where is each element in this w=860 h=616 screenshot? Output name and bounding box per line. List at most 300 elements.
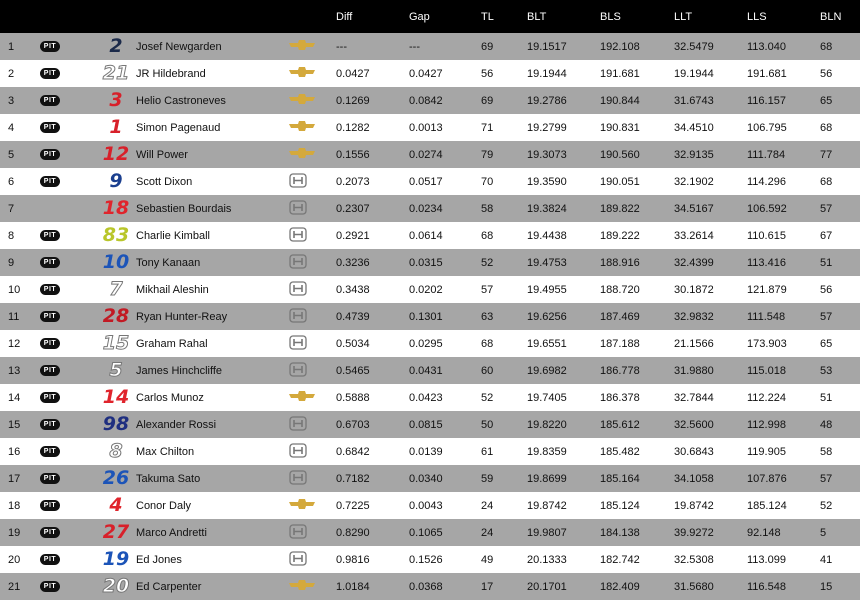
engine-cell <box>289 249 336 276</box>
best-lap-number-cell: 57 <box>820 472 833 485</box>
best-lap-time-cell: 19.2799 <box>527 121 567 134</box>
car-number-logo: 20 <box>102 575 130 597</box>
last-lap-speed-cell: 116.157 <box>747 94 786 107</box>
last-lap-time-cell: 19.8742 <box>674 499 714 512</box>
car-number-logo: 28 <box>102 305 130 327</box>
pit-cell <box>40 546 95 573</box>
diff-cell: 0.6842 <box>336 445 370 458</box>
last-lap-speed-cell: 113.099 <box>747 553 786 566</box>
best-lap-number-cell: 57 <box>820 310 833 323</box>
last-lap-time-cell: 39.9272 <box>674 526 714 539</box>
total-laps-cell: 60 <box>481 364 494 377</box>
honda-logo-icon <box>289 416 307 434</box>
total-laps-cell: 59 <box>481 472 494 485</box>
car-number-cell <box>95 303 136 330</box>
car-number-logo: 9 <box>109 170 123 192</box>
diff-cell: 0.6703 <box>336 418 370 431</box>
gap-cell: 0.0431 <box>409 364 443 377</box>
last-lap-time-cell: 31.5680 <box>674 580 714 593</box>
pit-badge-icon: PIT <box>40 338 60 349</box>
gap-cell: 0.0517 <box>409 175 443 188</box>
gap-cell: 0.0614 <box>409 229 443 242</box>
position-cell: 3 <box>8 94 15 107</box>
car-number-cell <box>95 87 136 114</box>
last-lap-speed-cell: 113.040 <box>747 40 786 53</box>
last-lap-speed-cell: 115.018 <box>747 364 786 377</box>
header-llt: LLT <box>674 10 693 23</box>
best-lap-number-cell: 15 <box>820 580 833 593</box>
last-lap-time-cell: 30.1872 <box>674 283 714 296</box>
gap-cell: 0.0315 <box>409 256 443 269</box>
honda-logo-icon <box>289 200 307 218</box>
pit-badge-icon: PIT <box>40 95 60 106</box>
chevrolet-logo-icon <box>289 40 315 53</box>
pit-badge-icon: PIT <box>40 500 60 511</box>
best-lap-speed-cell: 192.108 <box>600 40 640 53</box>
last-lap-time-cell: 32.9135 <box>674 148 714 161</box>
diff-cell: 0.2921 <box>336 229 370 242</box>
diff-cell: 0.2307 <box>336 202 370 215</box>
table-row[interactable] <box>0 411 860 438</box>
total-laps-cell: 24 <box>481 499 494 512</box>
best-lap-time-cell: 19.8220 <box>527 418 567 431</box>
honda-logo-icon <box>289 551 307 569</box>
best-lap-number-cell: 5 <box>820 526 827 539</box>
car-number-logo: 8 <box>109 440 123 462</box>
driver-name: Josef Newgarden <box>136 40 222 53</box>
position-cell: 20 <box>8 553 21 566</box>
car-number-cell <box>95 573 136 600</box>
best-lap-number-cell: 65 <box>820 337 833 350</box>
best-lap-time-cell: 19.6982 <box>527 364 567 377</box>
diff-cell: 0.1269 <box>336 94 370 107</box>
gap-cell: 0.0423 <box>409 391 443 404</box>
best-lap-time-cell: 19.6256 <box>527 310 567 323</box>
pit-badge-icon: PIT <box>40 446 60 457</box>
total-laps-cell: 70 <box>481 175 494 188</box>
total-laps-cell: 24 <box>481 526 494 539</box>
position-cell: 13 <box>8 364 21 377</box>
last-lap-speed-cell: 185.124 <box>747 499 787 512</box>
best-lap-time-cell: 19.9807 <box>527 526 567 539</box>
pit-cell <box>40 384 95 411</box>
table-row[interactable] <box>0 141 860 168</box>
pit-cell <box>40 411 95 438</box>
diff-cell: 1.0184 <box>336 580 370 593</box>
best-lap-number-cell: 67 <box>820 229 833 242</box>
pit-badge-icon: PIT <box>40 176 60 187</box>
table-row[interactable] <box>0 195 860 222</box>
engine-cell <box>289 222 336 249</box>
position-cell: 10 <box>8 283 21 296</box>
header-car <box>95 0 136 33</box>
pit-cell <box>40 465 95 492</box>
best-lap-time-cell: 19.1517 <box>527 40 567 53</box>
best-lap-time-cell: 19.3590 <box>527 175 567 188</box>
total-laps-cell: 52 <box>481 256 494 269</box>
car-number-cell <box>95 357 136 384</box>
best-lap-time-cell: 20.1701 <box>527 580 567 593</box>
pit-cell <box>40 195 95 222</box>
table-row[interactable] <box>0 573 860 600</box>
pit-cell <box>40 276 95 303</box>
position-cell: 16 <box>8 445 21 458</box>
table-row[interactable] <box>0 519 860 546</box>
driver-name: Helio Castroneves <box>136 94 226 107</box>
car-number-cell <box>95 114 136 141</box>
chevrolet-logo-icon <box>289 94 315 107</box>
pit-cell <box>40 168 95 195</box>
table-row[interactable] <box>0 357 860 384</box>
best-lap-number-cell: 53 <box>820 364 833 377</box>
gap-cell: 0.0043 <box>409 499 443 512</box>
honda-logo-icon <box>289 308 307 326</box>
pit-badge-icon: PIT <box>40 311 60 322</box>
best-lap-time-cell: 19.4955 <box>527 283 567 296</box>
total-laps-cell: 69 <box>481 40 494 53</box>
total-laps-cell: 68 <box>481 337 494 350</box>
pit-badge-icon: PIT <box>40 41 60 52</box>
driver-name: Charlie Kimball <box>136 229 210 242</box>
last-lap-speed-cell: 173.903 <box>747 337 787 350</box>
car-number-logo: 12 <box>102 143 130 165</box>
car-number-cell <box>95 546 136 573</box>
car-number-cell <box>95 60 136 87</box>
best-lap-speed-cell: 190.051 <box>600 175 640 188</box>
best-lap-time-cell: 19.1944 <box>527 67 567 80</box>
best-lap-time-cell: 19.4438 <box>527 229 567 242</box>
gap-cell: 0.0295 <box>409 337 443 350</box>
last-lap-time-cell: 19.1944 <box>674 67 714 80</box>
car-number-logo: 83 <box>102 224 130 246</box>
pit-badge-icon: PIT <box>40 122 60 133</box>
last-lap-time-cell: 32.7844 <box>674 391 714 404</box>
engine-cell <box>289 87 336 114</box>
best-lap-speed-cell: 190.560 <box>600 148 640 161</box>
pit-badge-icon: PIT <box>40 365 60 376</box>
best-lap-number-cell: 77 <box>820 148 833 161</box>
car-number-cell <box>95 438 136 465</box>
gap-cell: 0.0234 <box>409 202 443 215</box>
total-laps-cell: 58 <box>481 202 494 215</box>
honda-logo-icon <box>289 470 307 488</box>
engine-cell <box>289 33 336 60</box>
best-lap-number-cell: 48 <box>820 418 833 431</box>
best-lap-speed-cell: 185.482 <box>600 445 640 458</box>
best-lap-time-cell: 19.2786 <box>527 94 567 107</box>
engine-cell <box>289 357 336 384</box>
honda-logo-icon <box>289 254 307 272</box>
header-bls: BLS <box>600 10 621 23</box>
car-number-logo: 2 <box>109 35 123 57</box>
engine-cell <box>289 492 336 519</box>
car-number-cell <box>95 519 136 546</box>
pit-cell <box>40 303 95 330</box>
best-lap-time-cell: 20.1333 <box>527 553 567 566</box>
best-lap-speed-cell: 188.916 <box>600 256 640 269</box>
gap-cell: 0.0013 <box>409 121 443 134</box>
diff-cell: 0.5034 <box>336 337 370 350</box>
table-row[interactable] <box>0 303 860 330</box>
chevrolet-logo-icon <box>289 391 315 404</box>
pit-cell <box>40 519 95 546</box>
gap-cell: 0.0274 <box>409 148 443 161</box>
car-number-logo: 14 <box>102 386 130 408</box>
car-number-cell <box>95 33 136 60</box>
pit-badge-icon: PIT <box>40 554 60 565</box>
last-lap-time-cell: 31.9880 <box>674 364 714 377</box>
engine-cell <box>289 303 336 330</box>
chevrolet-logo-icon <box>289 67 315 80</box>
pit-badge-icon: PIT <box>40 149 60 160</box>
driver-name: Max Chilton <box>136 445 195 458</box>
driver-name: Tony Kanaan <box>136 256 201 269</box>
car-number-logo: 10 <box>102 251 130 273</box>
car-number-logo: 7 <box>109 278 123 300</box>
engine-cell <box>289 546 336 573</box>
best-lap-time-cell: 19.8359 <box>527 445 567 458</box>
last-lap-speed-cell: 111.548 <box>747 310 786 323</box>
last-lap-time-cell: 32.5600 <box>674 418 714 431</box>
engine-cell <box>289 573 336 600</box>
last-lap-time-cell: 34.1058 <box>674 472 714 485</box>
diff-cell: 0.3438 <box>336 283 370 296</box>
last-lap-speed-cell: 116.548 <box>747 580 786 593</box>
diff-cell: 0.5888 <box>336 391 370 404</box>
best-lap-time-cell: 19.7405 <box>527 391 567 404</box>
table-row[interactable] <box>0 330 860 357</box>
chevrolet-logo-icon <box>289 148 315 161</box>
table-row[interactable] <box>0 249 860 276</box>
header-row <box>0 0 860 33</box>
table-row[interactable] <box>0 168 860 195</box>
driver-name: Takuma Sato <box>136 472 201 485</box>
position-cell: 17 <box>8 472 21 485</box>
engine-cell <box>289 60 336 87</box>
table-row[interactable] <box>0 492 860 519</box>
last-lap-speed-cell: 113.416 <box>747 256 786 269</box>
honda-logo-icon <box>289 227 307 245</box>
gap-cell: 0.0842 <box>409 94 443 107</box>
last-lap-time-cell: 32.9832 <box>674 310 714 323</box>
diff-cell: 0.5465 <box>336 364 370 377</box>
position-cell: 21 <box>8 580 21 593</box>
engine-cell <box>289 519 336 546</box>
pit-badge-icon: PIT <box>40 230 60 241</box>
best-lap-speed-cell: 185.124 <box>600 499 640 512</box>
total-laps-cell: 49 <box>481 553 494 566</box>
diff-cell: 0.8290 <box>336 526 370 539</box>
car-number-cell <box>95 141 136 168</box>
car-number-cell <box>95 222 136 249</box>
best-lap-speed-cell: 185.612 <box>600 418 640 431</box>
table-row[interactable] <box>0 222 860 249</box>
best-lap-speed-cell: 186.378 <box>600 391 640 404</box>
honda-logo-icon <box>289 443 307 461</box>
last-lap-speed-cell: 119.905 <box>747 445 786 458</box>
driver-name: Marco Andretti <box>136 526 207 539</box>
total-laps-cell: 57 <box>481 283 494 296</box>
pit-badge-icon: PIT <box>40 68 60 79</box>
best-lap-time-cell: 19.8742 <box>527 499 567 512</box>
last-lap-time-cell: 32.5308 <box>674 553 714 566</box>
diff-cell: 0.4739 <box>336 310 370 323</box>
car-number-cell <box>95 249 136 276</box>
best-lap-number-cell: 58 <box>820 445 833 458</box>
best-lap-number-cell: 56 <box>820 283 833 296</box>
table-row[interactable] <box>0 276 860 303</box>
table-row[interactable] <box>0 87 860 114</box>
best-lap-number-cell: 51 <box>820 391 833 404</box>
driver-name: JR Hildebrand <box>136 67 206 80</box>
header-pit <box>40 0 95 33</box>
diff-cell: 0.0427 <box>336 67 370 80</box>
table-row[interactable] <box>0 33 860 60</box>
car-number-logo: 15 <box>102 332 130 354</box>
car-number-logo: 5 <box>109 359 123 381</box>
best-lap-speed-cell: 185.164 <box>600 472 640 485</box>
driver-name: Ryan Hunter-Reay <box>136 310 228 323</box>
pit-cell <box>40 492 95 519</box>
driver-name: Sebastien Bourdais <box>136 202 232 215</box>
table-row[interactable] <box>0 384 860 411</box>
best-lap-number-cell: 68 <box>820 121 833 134</box>
position-cell: 1 <box>8 40 15 53</box>
last-lap-time-cell: 34.5167 <box>674 202 714 215</box>
table-row[interactable] <box>0 546 860 573</box>
car-number-cell <box>95 384 136 411</box>
car-number-logo: 4 <box>109 494 123 516</box>
last-lap-time-cell: 34.4510 <box>674 121 714 134</box>
pit-badge-icon: PIT <box>40 284 60 295</box>
car-number-logo: 26 <box>102 467 130 489</box>
header-engine <box>289 0 336 33</box>
engine-cell <box>289 330 336 357</box>
car-number-cell <box>95 195 136 222</box>
engine-cell <box>289 276 336 303</box>
position-cell: 2 <box>8 67 15 80</box>
total-laps-cell: 50 <box>481 418 494 431</box>
best-lap-number-cell: 52 <box>820 499 833 512</box>
last-lap-time-cell: 33.2614 <box>674 229 714 242</box>
engine-cell <box>289 114 336 141</box>
pit-cell <box>40 249 95 276</box>
header-bln: BLN <box>820 10 842 23</box>
gap-cell: 0.1301 <box>409 310 443 323</box>
engine-cell <box>289 384 336 411</box>
header-blt: BLT <box>527 10 547 23</box>
best-lap-speed-cell: 186.778 <box>600 364 640 377</box>
position-cell: 8 <box>8 229 15 242</box>
diff-cell: 0.7225 <box>336 499 370 512</box>
driver-name: Mikhail Aleshin <box>136 283 209 296</box>
engine-cell <box>289 168 336 195</box>
car-number-logo: 1 <box>109 116 123 138</box>
driver-name: James Hinchcliffe <box>136 364 222 377</box>
total-laps-cell: 61 <box>481 445 494 458</box>
last-lap-speed-cell: 110.615 <box>747 229 786 242</box>
pit-cell <box>40 33 95 60</box>
gap-cell: 0.0368 <box>409 580 443 593</box>
position-cell: 6 <box>8 175 15 188</box>
table-row[interactable] <box>0 438 860 465</box>
best-lap-speed-cell: 189.822 <box>600 202 640 215</box>
honda-logo-icon <box>289 335 307 353</box>
diff-cell: 0.3236 <box>336 256 370 269</box>
last-lap-time-cell: 31.6743 <box>674 94 714 107</box>
best-lap-speed-cell: 191.681 <box>600 67 640 80</box>
total-laps-cell: 17 <box>481 580 494 593</box>
table-row[interactable] <box>0 465 860 492</box>
gap-cell: 0.0427 <box>409 67 443 80</box>
diff-cell: 0.1282 <box>336 121 370 134</box>
last-lap-speed-cell: 112.998 <box>747 418 786 431</box>
best-lap-speed-cell: 190.844 <box>600 94 640 107</box>
diff-cell: --- <box>336 40 347 53</box>
last-lap-time-cell: 32.4399 <box>674 256 714 269</box>
best-lap-speed-cell: 184.138 <box>600 526 640 539</box>
best-lap-time-cell: 19.3824 <box>527 202 567 215</box>
pit-cell <box>40 357 95 384</box>
pit-badge-icon: PIT <box>40 473 60 484</box>
last-lap-speed-cell: 106.795 <box>747 121 787 134</box>
car-number-logo: 3 <box>109 89 123 111</box>
total-laps-cell: 56 <box>481 67 494 80</box>
gap-cell: 0.0139 <box>409 445 443 458</box>
best-lap-number-cell: 56 <box>820 67 833 80</box>
position-cell: 11 <box>8 310 20 323</box>
diff-cell: 0.2073 <box>336 175 370 188</box>
car-number-cell <box>95 330 136 357</box>
car-number-cell <box>95 168 136 195</box>
table-row[interactable] <box>0 60 860 87</box>
header-diff: Diff <box>336 10 353 23</box>
last-lap-speed-cell: 191.681 <box>747 67 787 80</box>
total-laps-cell: 63 <box>481 310 494 323</box>
total-laps-cell: 52 <box>481 391 494 404</box>
last-lap-time-cell: 30.6843 <box>674 445 714 458</box>
pit-badge-icon: PIT <box>40 419 60 430</box>
driver-name: Scott Dixon <box>136 175 193 188</box>
honda-logo-icon <box>289 362 307 380</box>
honda-logo-icon <box>289 524 307 542</box>
last-lap-speed-cell: 107.876 <box>747 472 787 485</box>
header-lls: LLS <box>747 10 767 23</box>
car-number-cell <box>95 465 136 492</box>
pit-cell <box>40 60 95 87</box>
pit-cell <box>40 438 95 465</box>
chevrolet-logo-icon <box>289 121 315 134</box>
table-row[interactable] <box>0 114 860 141</box>
best-lap-number-cell: 51 <box>820 256 833 269</box>
gap-cell: 0.1526 <box>409 553 443 566</box>
total-laps-cell: 71 <box>481 121 494 134</box>
driver-name: Alexander Rossi <box>136 418 217 431</box>
best-lap-speed-cell: 187.469 <box>600 310 640 323</box>
total-laps-cell: 69 <box>481 94 494 107</box>
position-cell: 7 <box>8 202 15 215</box>
header-gap: Gap <box>409 10 430 23</box>
engine-cell <box>289 195 336 222</box>
engine-cell <box>289 411 336 438</box>
best-lap-time-cell: 19.8699 <box>527 472 567 485</box>
position-cell: 12 <box>8 337 21 350</box>
pit-badge-icon: PIT <box>40 392 60 403</box>
chevrolet-logo-icon <box>289 580 315 593</box>
gap-cell: 0.1065 <box>409 526 443 539</box>
last-lap-time-cell: 32.5479 <box>674 40 714 53</box>
pit-cell <box>40 114 95 141</box>
